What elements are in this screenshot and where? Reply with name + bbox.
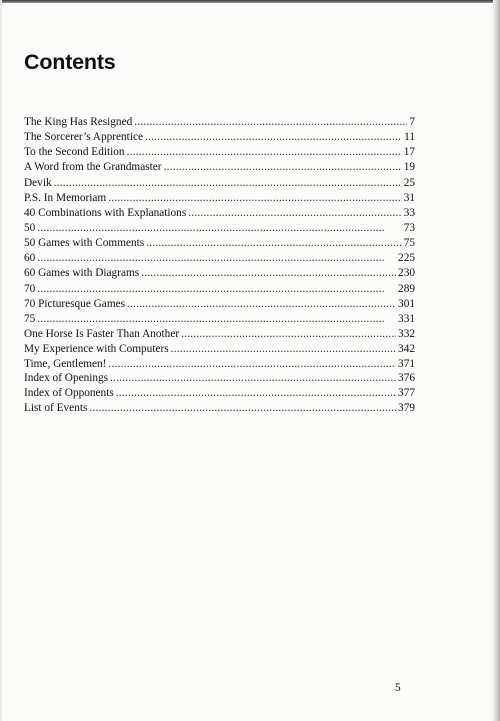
toc-dot-leader (141, 266, 396, 281)
toc-dot-leader (89, 401, 396, 416)
toc-main-list (24, 115, 415, 372)
toc-entry (24, 327, 415, 342)
page-number: 5 (395, 682, 401, 694)
toc-entry-title: 40 Combinations with Explanations (24, 206, 187, 219)
toc-entry-title: The Sorcerer’s Apprentice (24, 131, 143, 144)
toc-entry-page: 7 (409, 116, 415, 128)
toc-dot-leader (127, 145, 402, 160)
toc-entry-page: 33 (403, 206, 415, 219)
toc-entry-page: 225 (398, 252, 415, 265)
page-right-edge-shadow (493, 0, 500, 721)
toc-entry-title: List of Events (24, 402, 88, 415)
toc-entry-title: Index of Opponents (24, 387, 114, 400)
toc-entry (24, 236, 415, 251)
toc-entry (24, 312, 415, 327)
toc-entry-title: 60 Games with Diagrams (24, 267, 140, 280)
toc-entry-page: 25 (403, 176, 415, 189)
toc-entry (24, 115, 415, 130)
toc-entry-page: 31 (403, 191, 415, 204)
toc-entry (24, 145, 415, 160)
toc-dot-leader (110, 371, 396, 386)
toc-dot-leader (181, 327, 396, 342)
toc-entry-page: 301 (398, 297, 415, 310)
toc-entry-title: 50 Games with Comments (24, 237, 145, 250)
toc-dot-leader (37, 221, 401, 236)
toc-dot-leader (145, 130, 402, 145)
toc-entry (24, 401, 415, 416)
toc-entry (24, 266, 415, 281)
toc-dot-leader (146, 236, 402, 251)
toc-entry (24, 297, 415, 312)
toc-entry-page: 19 (403, 161, 415, 174)
toc-entry-page: 75 (403, 237, 415, 250)
toc-entry (24, 251, 415, 266)
toc-entry-title: The King Has Resigned (24, 116, 133, 128)
toc-entry-title: Index of Openings (24, 372, 109, 384)
toc-entry-page: 331 (398, 312, 415, 325)
toc-entry-page: 73 (403, 221, 415, 234)
toc-dot-leader (37, 251, 396, 266)
toc-entry-page: 342 (398, 343, 415, 356)
toc-entry (24, 282, 415, 297)
toc-entry-page: 289 (398, 282, 415, 295)
toc-dot-leader (134, 115, 407, 130)
toc-entry-title: 70 Picturesque Games (24, 297, 126, 310)
toc-dot-leader (188, 206, 401, 221)
toc-dot-leader (116, 386, 396, 401)
toc-entry-title: One Horse Is Faster Than Another (24, 327, 180, 340)
contents-heading: Contents (24, 50, 116, 74)
toc-entry-title: 60 (24, 252, 36, 265)
toc-entry (24, 176, 415, 191)
toc-entry-title: P.S. In Memoriam (24, 191, 107, 204)
toc-entry-page: 17 (403, 146, 415, 159)
toc-entry-title: My Experience with Computers (24, 343, 169, 356)
toc-entry-page: 371 (398, 358, 415, 371)
toc-entry-page: 11 (404, 131, 415, 144)
toc-entry-title: 70 (24, 282, 36, 295)
page-left-edge (0, 0, 2, 721)
toc-dot-leader (54, 176, 402, 191)
toc-dot-leader (108, 191, 401, 206)
page-top-edge (0, 0, 500, 3)
toc-dot-leader (37, 282, 396, 297)
toc-dot-leader (164, 160, 402, 175)
toc-entry-page: 377 (398, 387, 415, 400)
toc-entry-title: 50 (24, 221, 36, 234)
toc-dot-leader (171, 342, 396, 357)
toc-entry-page: 230 (398, 267, 415, 280)
toc-index-list (24, 371, 415, 416)
toc-entry (24, 386, 415, 401)
toc-entry (24, 206, 415, 221)
toc-entry-title: Devik (24, 176, 52, 189)
toc-entry (24, 130, 415, 145)
toc-entry-title: Time, Gentlemen! (24, 358, 107, 371)
toc-dot-leader (37, 312, 396, 327)
toc-entry-title: 75 (24, 312, 36, 325)
toc-entry-title: A Word from the Grandmaster (24, 161, 162, 174)
toc-entry-page: 379 (398, 402, 415, 415)
toc-entry (24, 342, 415, 357)
toc-entry (24, 160, 415, 175)
toc-entry (24, 221, 415, 236)
toc-dot-leader (127, 297, 396, 312)
toc-entry-page: 376 (398, 372, 415, 384)
toc-entry-title: To the Second Edition (24, 146, 125, 159)
toc-entry (24, 191, 415, 206)
toc-entry-page: 332 (398, 327, 415, 340)
toc-entry (24, 371, 415, 386)
